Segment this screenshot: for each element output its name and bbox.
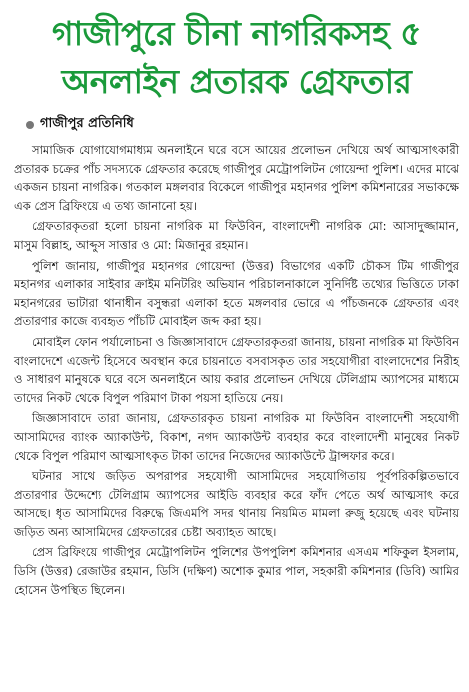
paragraph-7: প্রেস ব্রিফিংয়ে গাজীপুর মেট্রোপলিটন পুলিশের উপপুলিশ কমিশনার এসএম শফিকুল ইসলাম, ডিসি (উত্তর) রেজাউর রহমান, ডিসি (দক্ষিণ) অশোক কুমার পাল, সহকারী কমিশনার (ডিবি) আমির হোসেন উপস্থিত ছিলেন। xyxy=(14,545,459,597)
byline xyxy=(26,114,459,135)
paragraph-2: গ্রেফতারকৃতরা হলো চায়না নাগরিক মা ফিউবিন, বাংলাদেশী নাগরিক মো: আসাদুজ্জামান, মাসুম বিল্লাহ, আব্দুস সাত্তার ও মো: মিজানুর রহমান। xyxy=(14,219,459,252)
bullet-icon xyxy=(26,121,34,129)
paragraph-5: জিজ্ঞাসাবাদে তারা জানায়, গ্রেফতারকৃত চায়না নাগরিক মা ফিউবিন বাংলাদেশী সহযোগী আসামিদের ব্যাংক অ্যাকাউন্ট, বিকাশ, নগদ অ্যাকাউন্ট ব্যবহার করে বাংলাদেশী মানুষের নিকট থেকে বিপুল পরিমাণ আত্মসাৎকৃত টাকা তাদের নিজেদের অ্যাকাউন্টে ট্রান্সফার করে। xyxy=(14,411,459,463)
headline-line-2: অনলাইন প্রতারক গ্রেফতার xyxy=(61,62,412,101)
paragraph-6: ঘটনার সাথে জড়িত অপরাপর সহযোগী আসামিদের সহযোগিতায় পূর্বপরিকল্পিতভাবে প্রতারণার উদ্দেশ্যে টেলিগ্রাম অ্যাপসের আইডি ব্যবহার করে ফাঁদ পেতে অর্থ আত্মসাৎ করে আসছে। ধৃত আসামিদের বিরুদ্ধে জিএমপি সদর থানায় নিয়মিত মামলা রুজু হয়েছে এবং ঘটনায় জড়িত অন্য আসামিদের গ্রেফতারের চেষ্টা অব্যাহত আছে। xyxy=(14,469,459,539)
paragraph-1: সামাজিক যোগাযোগমাধ্যম অনলাইনে ঘরে বসে আয়ের প্রলোভন দেখিয়ে অর্থ আত্মসাৎকারী প্রতারক চক্রের পাঁচ সদস্যকে গ্রেফতার করেছে গাজীপুর মেট্রোপলিটন গোয়েন্দা পুলিশ। এদের মাঝে একজন চায়না নাগরিক। গতকাল মঙ্গলবার বিকেলে গাজীপুর মহানগর পুলিশ কমিশনারের সভাকক্ষে এক প্রেস ব্রিফিংয়ে এ তথ্য জানানো হয়। xyxy=(14,143,459,213)
paragraph-3: পুলিশ জানায়, গাজীপুর মহানগর গোয়েন্দা (উত্তর) বিভাগের একটি চৌকস টিম গাজীপুর মহানগর এলাকার সাইবার ক্রাইম মনিটরিং অভিযান পরিচালনাকালে সুনির্দিষ্ট তথ্যের ভিত্তিতে ঢাকা মহানগরের ভাটারা থানাধীন বসুন্ধরা এলাকা হতে মঙ্গলবার ভোরে এ পাঁচজনকে গ্রেফতার এবং প্রতারণার কাজে ব্যবহৃত পাঁচটি মোবাইল জব্দ করা হয়। xyxy=(14,258,459,329)
paragraph-4: মোবাইল ফোন পর্যালোচনা ও জিজ্ঞাসাবাদে গ্রেফতারকৃতরা জানায়, চায়না নাগরিক মা ফিউবিন বাংলাদেশে এজেন্ট হিসেবে অবস্থান করে চায়নাতে বসবাসকৃত তার সহযোগীরা বাংলাদেশের নিরীহ ও সাধারণ মানুষকে ঘরে বসে অনলাইনে আয় করার প্রলোভন দেখিয়ে টেলিগ্রাম অ্যাপসের মাধ্যমে তাদের নিকট থেকে বিপুল পরিমাণ টাকা পয়সা হাতিয়ে নেয়। xyxy=(14,334,459,405)
headline xyxy=(14,10,459,106)
article-body xyxy=(14,141,459,599)
byline-text: গাজীপুর প্রতিনিধি xyxy=(40,116,134,131)
headline-line-1: গাজীপুরে চীনা নাগরিকসহ ৫ xyxy=(51,14,422,53)
